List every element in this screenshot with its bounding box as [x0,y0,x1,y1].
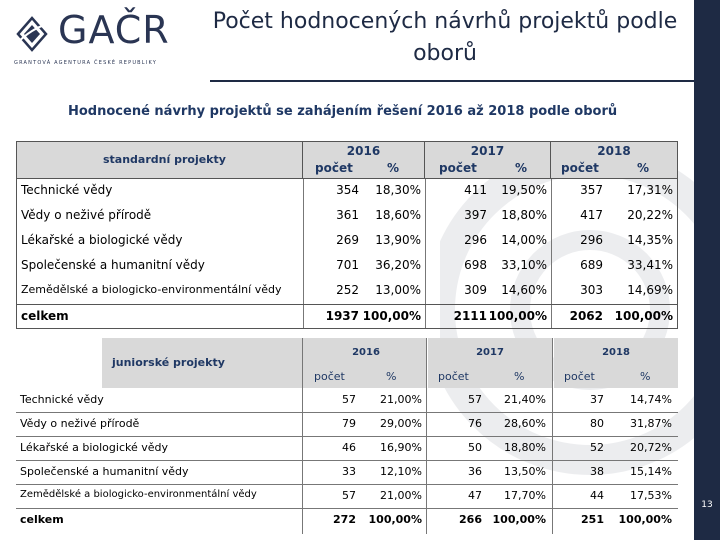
count-header: počet [438,370,469,383]
row-label: celkem [20,513,64,526]
table-row [17,204,677,229]
count-2017: 2111 [453,309,487,323]
count-2018: 303 [580,283,603,297]
row-label: Společenské a humanitní vědy [20,465,189,478]
percent-header: % [387,161,400,175]
count-header: počet [314,370,345,383]
percent-2017: 14,60% [501,283,547,297]
percent-2016: 13,90% [375,233,421,247]
count-2017: 266 [459,513,482,526]
count-2018: 80 [590,417,604,430]
percent-header: % [637,161,650,175]
row-label: Zemědělské a biologicko-environmentální vědy [21,283,282,296]
count-2016: 272 [333,513,356,526]
year-label: 2017 [476,347,504,358]
logo-wordmark: GAČR [58,8,170,52]
percent-2017: 21,40% [504,393,546,406]
count-2018: 2062 [569,309,603,323]
year-label: 2016 [346,144,381,158]
count-2017: 296 [464,233,487,247]
percent-2016: 18,60% [375,208,421,222]
percent-2018: 14,74% [630,393,672,406]
percent-2017: 19,50% [501,183,547,197]
year-label: 2018 [602,347,630,358]
percent-2018: 20,72% [630,441,672,454]
percent-2016: 36,20% [375,258,421,272]
year-label: 2018 [597,144,631,158]
table-row [16,460,678,485]
row-label: celkem [21,309,69,323]
count-2016: 269 [336,233,359,247]
junior-table-heading: juniorské projekty [112,356,225,369]
count-2017: 309 [464,283,487,297]
count-2018: 44 [590,489,604,502]
page-title: Počet hodnocených návrhů projektů podle oborů [212,9,678,66]
count-2016: 361 [336,208,359,222]
percent-2018: 100,00% [618,513,672,526]
percent-2018: 20,22% [627,208,673,222]
count-2018: 37 [590,393,604,406]
junior-table-heading-cell [102,338,318,388]
table-total-row [17,304,677,330]
percent-2016: 21,00% [380,393,422,406]
percent-header: % [640,370,651,383]
percent-2016: 100,00% [368,513,422,526]
percent-header: % [514,370,525,383]
percent-2017: 14,00% [501,233,547,247]
count-2017: 411 [464,183,487,197]
percent-2016: 18,30% [375,183,421,197]
count-2017: 50 [468,441,482,454]
table-row [16,388,678,413]
row-label: Společenské a humanitní vědy [21,258,205,272]
year-label: 2016 [352,347,380,358]
count-2016: 46 [342,441,356,454]
percent-2018: 31,87% [630,417,672,430]
count-2018: 417 [580,208,603,222]
count-2018: 38 [590,465,604,478]
percent-2018: 100,00% [614,309,673,323]
percent-2018: 17,53% [630,489,672,502]
table-total-row [16,508,678,532]
logo-emblem-icon [14,14,50,54]
count-2016: 354 [336,183,359,197]
count-2017: 397 [464,208,487,222]
percent-2018: 15,14% [630,465,672,478]
count-2018: 52 [590,441,604,454]
percent-2017: 17,70% [504,489,546,502]
percent-2018: 14,35% [627,233,673,247]
percent-2017: 100,00% [492,513,546,526]
year-header-2016 [306,338,426,388]
count-2016: 701 [336,258,359,272]
count-2018: 251 [581,513,604,526]
table-row [17,179,677,204]
percent-header: % [386,370,397,383]
count-2018: 689 [580,258,603,272]
row-label: Zemědělské a biologicko-environmentální vědy [20,489,257,500]
table-row [16,412,678,437]
row-label: Technické vědy [20,393,104,406]
percent-2018: 17,31% [627,183,673,197]
year-header-2018 [551,142,677,179]
count-2017: 698 [464,258,487,272]
year-header-2017 [428,338,552,388]
percent-2017: 18,80% [501,208,547,222]
percent-2017: 100,00% [488,309,547,323]
logo-subtitle: GRANTOVÁ AGENTURA ČESKÉ REPUBLIKY [14,60,158,66]
junior-projects-table [16,338,678,534]
table-row [16,436,678,461]
count-2017: 36 [468,465,482,478]
count-2017: 76 [468,417,482,430]
row-label: Technické vědy [21,183,113,197]
count-header: počet [315,161,353,175]
percent-2016: 21,00% [380,489,422,502]
count-2017: 47 [468,489,482,502]
standard-table-heading-cell [17,142,303,179]
table-row [17,279,677,304]
standard-table-heading: standardní projekty [103,153,226,166]
percent-2017: 18,80% [504,441,546,454]
table-row [16,484,678,509]
row-label: Lékařské a biologické vědy [21,233,183,247]
count-2016: 252 [336,283,359,297]
table-row [17,254,677,279]
percent-2017: 28,60% [504,417,546,430]
percent-2016: 100,00% [362,309,421,323]
count-header: počet [564,370,595,383]
percent-2016: 16,90% [380,441,422,454]
count-2016: 79 [342,417,356,430]
table-caption: Hodnocené návrhy projektů se zahájením řešení 2016 až 2018 podle oborů [68,104,618,119]
count-2016: 33 [342,465,356,478]
percent-header: % [515,161,528,175]
page-number: 13 [701,500,713,510]
count-2018: 357 [580,183,603,197]
count-2016: 57 [342,393,356,406]
percent-2016: 29,00% [380,417,422,430]
percent-2017: 33,10% [501,258,547,272]
table-row [17,229,677,254]
row-label: Lékařské a biologické vědy [20,441,169,454]
percent-2018: 14,69% [627,283,673,297]
standard-projects-table [16,141,678,329]
count-2016: 57 [342,489,356,502]
percent-2018: 33,41% [627,258,673,272]
row-label: Vědy o neživé přírodě [21,208,152,222]
count-header: počet [561,161,599,175]
percent-2017: 13,50% [504,465,546,478]
percent-2016: 12,10% [380,465,422,478]
title-divider [210,80,694,82]
gacr-logo [14,8,184,70]
year-label: 2017 [470,144,505,158]
percent-2016: 13,00% [375,283,421,297]
row-label: Vědy o neživé přírodě [20,417,140,430]
year-header-2017 [425,142,551,179]
year-header-2018 [554,338,678,388]
year-header-2016 [303,142,425,179]
count-header: počet [439,161,477,175]
count-2018: 296 [580,233,603,247]
count-2017: 57 [468,393,482,406]
count-2016: 1937 [325,309,359,323]
